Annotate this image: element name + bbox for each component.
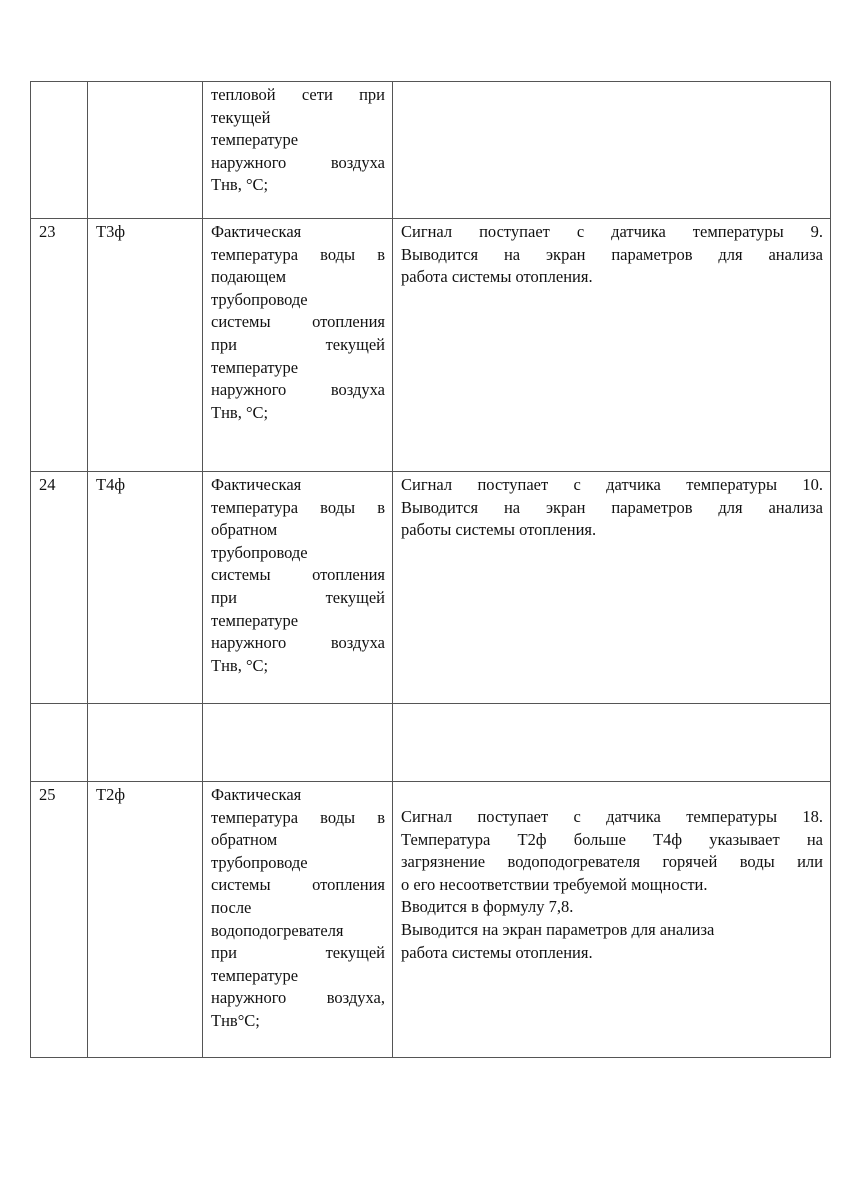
description-line: температура воды в [211, 244, 385, 264]
note-line: Выводится на экран параметров для анализа [401, 244, 823, 264]
description-line: Тнв, °С; [211, 175, 269, 195]
description-line: наружного воздуха [211, 380, 385, 400]
note-line: Сигнал поступает с датчика температуры 10. [401, 475, 823, 494]
parameter-note-cell [393, 704, 831, 782]
note-line: Сигнал поступает с датчика температуры 9. [401, 222, 823, 241]
parameter-note-cell [393, 472, 831, 704]
parameter-code: Т4ф [96, 475, 126, 494]
description-line: при текущей [211, 943, 385, 963]
note-line: Выводится на экран параметров для анализа [401, 497, 823, 517]
description-line: системы отопления [211, 312, 385, 332]
parameter-code-cell [88, 782, 203, 1058]
parameter-description-cell [203, 472, 393, 704]
parameter-description-cell [203, 704, 393, 782]
parameter-code-cell [88, 704, 203, 782]
row-number: 25 [39, 785, 56, 804]
description-line: трубопроводе [211, 852, 308, 872]
description-line: температура воды в [211, 807, 385, 827]
description-line: тепловой сети при [211, 85, 385, 104]
parameter-description-cell [203, 782, 393, 1058]
table-row [31, 782, 831, 1058]
description-line: Фактическая [211, 785, 302, 804]
row-number-cell [31, 782, 88, 1058]
description-line: обратном [211, 830, 278, 850]
description-line: подающем [211, 267, 287, 287]
note-line: работа системы отопления. [401, 267, 593, 287]
description-line: обратном [211, 520, 278, 540]
parameter-note-cell [393, 782, 831, 1058]
note-line: Выводится на экран параметров для анализа [401, 919, 715, 939]
description-line: Фактическая [211, 222, 302, 241]
row-number: 24 [39, 475, 56, 494]
description-line: трубопроводе [211, 542, 308, 562]
description-line: наружного воздуха, [211, 988, 385, 1008]
description-line: наружного воздуха [211, 152, 385, 172]
description-line: Тнв, °С; [211, 655, 269, 675]
note-line: Сигнал поступает с датчика температуры 18. [401, 807, 823, 826]
table-row [31, 82, 831, 219]
description-line: температуре [211, 610, 299, 630]
description-line: Тнв°С; [211, 1010, 260, 1030]
note-text [401, 806, 823, 964]
parameter-description-cell [203, 219, 393, 472]
note-line: загрязнение водоподогревателя горячей воды или [401, 852, 823, 872]
description-line: наружного воздуха [211, 633, 385, 653]
parameter-note-cell [393, 82, 831, 219]
note-line: работа системы отопления. [401, 942, 593, 962]
row-number-cell [31, 219, 88, 472]
parameter-code-cell [88, 82, 203, 219]
parameter-code-cell [88, 472, 203, 704]
description-line: системы отопления [211, 565, 385, 585]
row-number-cell [31, 82, 88, 219]
table-row-empty [31, 704, 831, 782]
note-line: Вводится в формулу 7,8. [401, 897, 574, 917]
description-line: температуре [211, 130, 299, 150]
row-number: 23 [39, 222, 56, 241]
description-line: после [211, 897, 252, 917]
note-line: работы системы отопления. [401, 520, 597, 540]
description-line: при текущей [211, 587, 385, 607]
description-line: водоподогревателя [211, 920, 344, 940]
row-number-cell [31, 704, 88, 782]
parameter-note-cell [393, 219, 831, 472]
description-line: температуре [211, 965, 299, 985]
parameter-description-cell [203, 82, 393, 219]
description-line: при текущей [211, 334, 385, 354]
table-row [31, 219, 831, 472]
description-line: трубопроводе [211, 289, 308, 309]
table-row [31, 472, 831, 704]
parameter-code: Т3ф [96, 222, 126, 241]
description-line: температура воды в [211, 497, 385, 517]
row-number-cell [31, 472, 88, 704]
description-line: текущей [211, 107, 271, 127]
note-line: о его несоответствии требуемой мощности. [401, 874, 708, 894]
description-line: Фактическая [211, 475, 302, 494]
parameters-table [30, 81, 831, 1058]
parameter-code: Т2ф [96, 785, 126, 804]
description-line: системы отопления [211, 875, 385, 895]
description-line: температуре [211, 357, 299, 377]
parameter-code-cell [88, 219, 203, 472]
description-line: Тнв, °С; [211, 402, 269, 422]
note-line: Температура Т2ф больше Т4ф указывает на [401, 829, 823, 849]
